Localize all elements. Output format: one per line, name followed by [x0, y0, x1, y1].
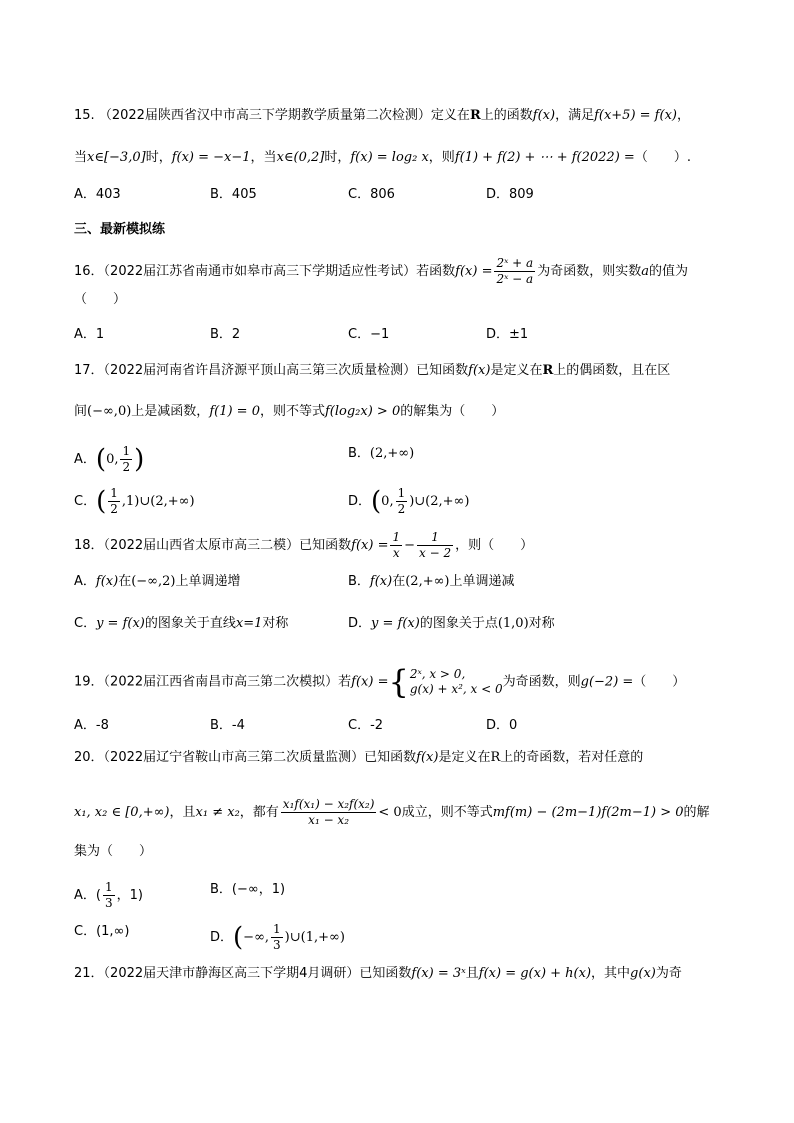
q18-option-a	[74, 572, 241, 592]
question-number: 16．	[74, 264, 104, 279]
question-number: 15.	[74, 108, 95, 123]
q20-line1	[74, 748, 643, 768]
q17-option-a	[74, 444, 144, 475]
denominator: 2	[122, 460, 131, 474]
math: f(x)	[416, 750, 439, 765]
q17-line2	[74, 402, 504, 422]
text: 成立，则不等式	[401, 805, 493, 820]
piecewise	[410, 667, 503, 697]
q16-line1	[74, 256, 688, 287]
math: x₁ ≠ x₂	[195, 805, 240, 820]
math: f(x) =	[351, 538, 389, 553]
q16-option-a: A．1	[74, 327, 105, 342]
q18-line1	[74, 530, 533, 561]
denominator: 3	[273, 938, 281, 952]
math: f(x) = 3ˣ	[411, 966, 466, 981]
piece: 2ˣ, x > 0,	[409, 667, 466, 681]
question-number: 20．	[74, 750, 104, 765]
q17-option-b	[348, 444, 414, 464]
text: ，都有	[239, 805, 279, 820]
text: 对称	[528, 616, 555, 631]
text: 已知函数	[299, 538, 352, 553]
text: 上的函数	[480, 108, 533, 123]
denominator: 2	[397, 502, 406, 516]
fraction	[103, 880, 115, 911]
option-label: D．	[348, 494, 372, 509]
question-number: 18．	[74, 538, 104, 553]
q17-option-c	[74, 486, 195, 517]
text: 在	[118, 574, 132, 589]
q15-line2	[74, 148, 691, 168]
option-label: B．	[348, 446, 370, 461]
brace: {	[388, 663, 409, 701]
denominator: 2	[110, 502, 118, 516]
q20-option-a	[74, 880, 143, 911]
text: 间	[74, 404, 88, 419]
numerator: 1	[104, 880, 113, 894]
q15-line1	[74, 106, 690, 126]
question-source: （2022届江西省南昌市高三第二次模拟）	[103, 674, 339, 690]
text: 若函数	[416, 264, 456, 279]
math: 0,	[381, 494, 394, 509]
fraction	[417, 530, 453, 561]
text: 的值为	[648, 264, 688, 279]
math: y = f(x)	[96, 616, 145, 631]
text: 上单调递减	[449, 574, 515, 589]
math: f(x)	[369, 574, 393, 589]
section-title: 三、最新模拟练	[74, 222, 166, 237]
text: 上的偶函数，且在区	[553, 363, 671, 378]
text: 为奇函数，则	[502, 674, 581, 690]
question-source: （2022届天津市静海区高三下学期4月调研）	[103, 966, 360, 981]
text: 在	[392, 574, 406, 589]
math: f(1) = 0	[209, 404, 260, 419]
q20-option-c: C．(1,∞)	[74, 924, 130, 939]
q19-line1	[74, 663, 686, 701]
numerator: 1	[392, 530, 401, 544]
paren: (	[233, 922, 244, 953]
text: ，则不等式	[259, 404, 325, 419]
math: x∈(0,2]	[276, 150, 325, 165]
math: f(x) =	[351, 674, 389, 690]
fraction	[281, 797, 377, 828]
numerator: 1	[110, 486, 118, 500]
q18-option-d	[348, 614, 555, 634]
q19-option-b: B．-4	[210, 718, 245, 733]
text: 上的奇函数，若对任意的	[500, 750, 644, 765]
math: R	[490, 750, 501, 765]
numerator: 1	[397, 486, 406, 500]
math: )∪(1,+∞)	[284, 930, 345, 945]
q21-line1	[74, 964, 682, 984]
numerator: 1	[122, 444, 131, 458]
math: −	[404, 538, 416, 553]
numerator: x₁f(x₁) − x₂f(x₂)	[282, 797, 375, 811]
q16-option-b: B．2	[210, 327, 241, 342]
text: 已知函数	[359, 966, 412, 981]
option-label: A．(	[74, 888, 101, 903]
option-label: C．	[74, 616, 97, 631]
fraction	[396, 486, 408, 517]
math: mf(m) − (2m−1)f(2m−1) > 0	[492, 805, 684, 820]
math: f(x) = log₂ x	[350, 150, 429, 165]
piece: g(x) + x², x < 0	[409, 682, 503, 696]
paren: (	[95, 444, 107, 475]
q19-option-c: C．-2	[348, 718, 384, 733]
q20-option-b: B．(−∞，1)	[210, 882, 286, 897]
math: R	[469, 108, 481, 123]
math: a	[641, 264, 649, 279]
fraction	[271, 922, 283, 953]
text: ，当	[250, 150, 277, 165]
text: ，则（ ）	[455, 538, 534, 553]
q15-option-b: B．405	[210, 187, 257, 202]
math: x₁, x₂ ∈ [0,+∞)	[74, 805, 170, 820]
question-source: （2022届山西省太原市高三二模）	[103, 538, 300, 553]
text: 的解	[683, 805, 710, 820]
question-number: 21．	[74, 966, 104, 981]
numerator: 2ˣ + a	[496, 256, 534, 270]
fraction	[390, 530, 402, 561]
text: 对称	[262, 616, 289, 631]
text: 上是减函数，	[131, 404, 210, 419]
denominator: x₁ − x₂	[308, 813, 350, 827]
math: −∞,	[243, 930, 270, 945]
text: 为奇函数，则实数	[537, 264, 642, 279]
q16-option-d: D．±1	[486, 327, 529, 342]
math: f(x+5) = f(x)	[594, 108, 677, 123]
text: ，	[676, 108, 690, 123]
text: 的解集为（ ）	[400, 404, 505, 419]
text: 定义在	[430, 108, 470, 123]
question-source: （2022届陕西省汉中市高三下学期教学质量第二次检测）	[98, 108, 431, 123]
text: 的图象关于点	[419, 616, 498, 631]
question-source: （2022届辽宁省鞍山市高三第二次质量监测）	[103, 750, 365, 765]
text: （ ）.	[634, 150, 691, 165]
numerator: 1	[417, 530, 453, 546]
text: ，1)	[116, 888, 143, 903]
q15-option-c: C．806	[348, 187, 395, 202]
q18-option-c	[74, 614, 288, 634]
option-label: D．	[210, 930, 234, 945]
math: f(x) =	[455, 264, 493, 279]
text: 且	[465, 966, 479, 981]
q17-option-d	[348, 486, 469, 517]
math: (1,0)	[497, 616, 529, 631]
math: (−∞,0)	[87, 404, 132, 419]
math: f(1) + f(2) + ⋯ + f(2022) =	[454, 150, 635, 165]
math: f(log₂x) > 0	[324, 404, 401, 419]
text: 已知函数	[416, 363, 469, 378]
text: 时，	[145, 150, 172, 165]
math: f(x) = g(x) + h(x)	[478, 966, 592, 981]
math: x∈[−3,0]	[87, 150, 146, 165]
math: R	[542, 363, 554, 378]
q15-option-a: A．403	[74, 187, 121, 202]
paren: )	[134, 444, 145, 475]
question-source: （2022届江苏省南通市如皋市高三下学期适应性考试）	[103, 264, 417, 279]
text: ，其中	[591, 966, 631, 981]
text: 上单调递增	[175, 574, 241, 589]
text: ，则	[428, 150, 455, 165]
math: (−∞,2)	[131, 574, 176, 589]
text: 时，	[324, 150, 351, 165]
question-number: 17．	[74, 363, 104, 378]
numerator: 1	[273, 922, 281, 936]
denominator: 2ˣ − a	[496, 272, 534, 286]
fraction	[108, 486, 120, 517]
math: g(−2) =	[580, 674, 634, 690]
text: 是定义在	[490, 363, 543, 378]
text: 是定义在	[438, 750, 491, 765]
math: f(x)	[95, 574, 119, 589]
q19-option-d: D．0	[486, 718, 518, 733]
text: ，满足	[555, 108, 595, 123]
math: (2,+∞)	[405, 574, 450, 589]
option-label: C．	[74, 494, 97, 509]
math: < 0	[378, 805, 402, 820]
fraction	[494, 256, 535, 287]
q18-option-b	[348, 572, 515, 592]
q17-line1	[74, 361, 670, 381]
math: y = f(x)	[371, 616, 420, 631]
math: f(x)	[532, 108, 556, 123]
q16-line2: （ ）	[74, 292, 127, 307]
math: x=1	[235, 616, 263, 631]
q20-line2	[74, 797, 710, 828]
denominator: x	[392, 546, 400, 560]
option-label: D．	[348, 616, 372, 631]
option-label: A．	[74, 452, 96, 467]
math: g(x)	[630, 966, 656, 981]
math: (2,+∞)	[369, 446, 415, 461]
paren: (	[96, 486, 107, 517]
text: （ ）	[633, 674, 686, 690]
math: f(x) = −x−1	[171, 150, 251, 165]
text: 当	[74, 150, 88, 165]
math: )∪(2,+∞)	[409, 494, 470, 509]
fraction	[120, 444, 132, 475]
math: ,1)∪(2,+∞)	[121, 494, 195, 509]
math: f(x)	[468, 363, 491, 378]
denominator: x − 2	[419, 546, 452, 560]
q19-option-a: A．-8	[74, 718, 109, 733]
text: 为奇	[655, 966, 682, 981]
question-number: 19．	[74, 674, 104, 690]
q20-option-d	[210, 922, 345, 953]
text: 的图象关于直线	[144, 616, 236, 631]
q20-line3: 集为（ ）	[74, 844, 153, 859]
text: 若	[338, 674, 352, 690]
text: ，且	[169, 805, 196, 820]
denominator: 3	[104, 896, 113, 910]
text: 已知函数	[364, 750, 417, 765]
option-label: A．	[74, 574, 96, 589]
q16-option-c: C．−1	[348, 327, 390, 342]
math: 0,	[106, 452, 119, 467]
q15-option-d: D．809	[486, 187, 534, 202]
option-label: B．	[348, 574, 370, 589]
question-source: （2022届河南省许昌济源平顶山高三第三次质量检测）	[103, 363, 417, 378]
paren: (	[371, 486, 382, 517]
